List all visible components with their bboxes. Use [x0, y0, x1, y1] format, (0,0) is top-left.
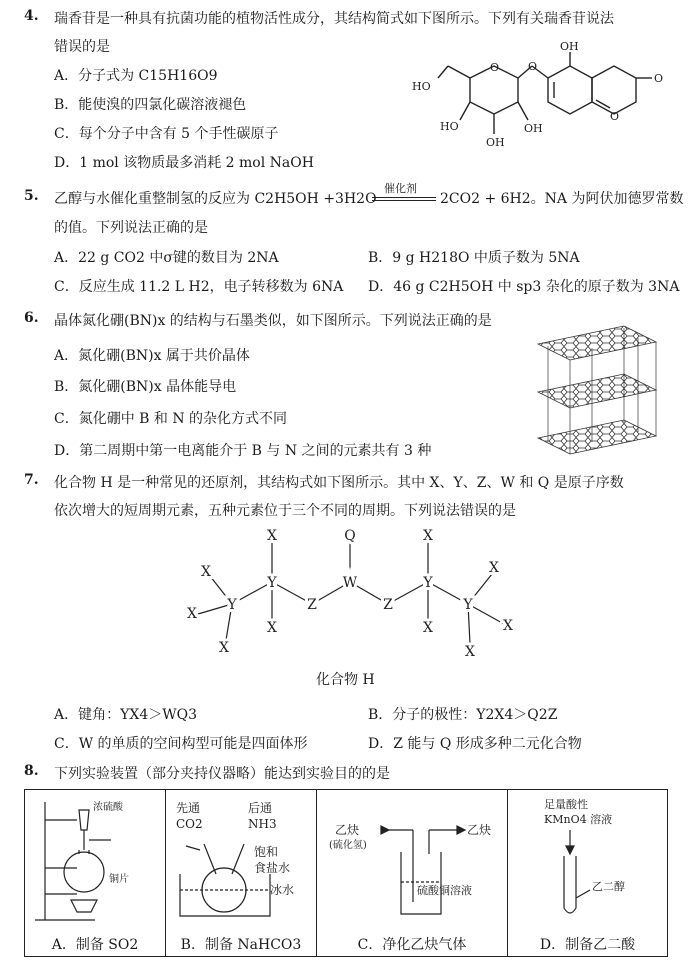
apparatus-d-label-glycol: 乙二醇	[592, 880, 625, 893]
apparatus-b-label-co2: CO2	[176, 817, 203, 831]
daphnin-oh-bottom: OH	[486, 136, 505, 149]
atom-w: W	[342, 575, 358, 591]
atom-y-3: Y	[227, 597, 237, 613]
apparatus-a-acid-label: 浓硫酸	[93, 802, 123, 813]
compound-h-structure	[180, 526, 520, 662]
daphnin-structure	[410, 38, 680, 158]
q4-option-a: A．分子式为 C15H16O9	[54, 68, 218, 84]
q5-arrow-bottom	[372, 200, 436, 201]
apparatus-b-label-first: 先通	[176, 801, 201, 815]
bn-layered-structure	[528, 322, 664, 458]
q4-stem-line2: 错误的是	[54, 39, 110, 55]
q7-stem-line2: 依次增大的短周期元素，五种元素位于三个不同的周期。下列说法错误的是	[54, 503, 516, 519]
q4-option-b: B．能使溴的四氯化碳溶液褪色	[54, 97, 247, 113]
q5-stem-part1: 乙醇与水催化重整制氢的反应为 C2H5OH +3H2O	[54, 191, 377, 207]
q7-number: 7.	[24, 472, 39, 488]
apparatus-b-label-icewater: 冰水	[270, 883, 295, 897]
apparatus-c-caption: C．净化乙炔气体	[357, 937, 467, 953]
compound-h-caption: 化合物 H	[316, 672, 375, 688]
daphnin-ring-o: O	[490, 61, 500, 74]
q7-option-c: C．W 的单质的空间构型可能是四面体形	[54, 736, 308, 752]
daphnin-ho-bottom: HO	[440, 120, 459, 133]
q4-stem-line1: 瑞香苷是一种具有抗菌功能的植物活性成分，其结构简式如下图所示。下列有关瑞香苷说法	[54, 11, 614, 27]
q4-option-c: C．每个分子中含有 5 个手性碳原子	[54, 126, 279, 142]
daphnin-oh-top: OH	[560, 40, 579, 53]
q5-option-c: C．反应生成 11.2 L H2，电子转移数为 6NA	[54, 279, 344, 295]
apparatus-a-caption: A．制备 SO2	[51, 937, 139, 953]
apparatus-a-drawing	[25, 790, 165, 930]
q6-option-a: A．氮化硼(BN)x 属于共价晶体	[54, 348, 250, 364]
daphnin-oh-right: OH	[524, 122, 543, 135]
q6-number: 6.	[24, 310, 39, 326]
q8-number: 8.	[24, 763, 39, 779]
apparatus-b-drawing	[166, 790, 316, 930]
apparatus-b-label-then: 后通	[248, 801, 273, 815]
apparatus-table	[24, 789, 668, 957]
q5-option-b: B．9 g H218O 中质子数为 5NA	[368, 250, 580, 266]
daphnin-bridge-o: O	[528, 60, 538, 73]
q7-stem-line1: 化合物 H 是一种常见的还原剂，其结构式如下图所示。其中 X、Y、Z、W 和 Q 是原子序数	[54, 475, 624, 491]
apparatus-c-label-in: 乙炔	[335, 823, 360, 837]
q5-option-a: A．22 g CO2 中σ键的数目为 2NA	[54, 250, 279, 266]
q7-option-a: A．键角：YX4＞WQ3	[54, 707, 198, 723]
q6-option-d: D．第二周期中第一电离能介于 B 与 N 之间的元素共有 3 种	[54, 443, 432, 459]
q5-catalyst: 催化剂	[384, 182, 417, 195]
q6-option-c: C．氮化硼中 B 和 N 的杂化方式不同	[54, 411, 288, 427]
apparatus-d-caption: D．制备乙二酸	[539, 937, 636, 953]
apparatus-d-label-excess: 足量酸性	[544, 798, 588, 811]
apparatus-d	[508, 790, 668, 957]
apparatus-d-drawing	[508, 790, 658, 930]
q5-number: 5.	[24, 188, 39, 204]
q8-stem: 下列实验装置（部分夹持仪器略）能达到实验目的的是	[54, 766, 390, 782]
daphnin-carbonyl-o: O	[654, 72, 664, 85]
q4-option-d: D．1 mol 该物质最多消耗 2 mol NaOH	[54, 155, 314, 171]
atom-x-2: X	[423, 528, 433, 544]
apparatus-c-label-h2s: (硫化氢)	[329, 840, 367, 851]
q6-stem: 晶体氮化硼(BN)x 的结构与石墨类似，如下图所示。下列说法正确的是	[54, 313, 492, 329]
apparatus-c-drawing	[317, 790, 507, 930]
apparatus-c-label-out: 乙炔	[467, 823, 492, 837]
apparatus-c	[317, 790, 508, 957]
apparatus-a	[25, 790, 166, 957]
atom-x-4: X	[489, 560, 499, 576]
atom-z-1: Z	[307, 597, 317, 613]
atom-x-1: X	[267, 528, 277, 544]
atom-x-5: X	[187, 606, 197, 622]
q5-arrow-top	[372, 197, 436, 198]
q7-option-b: B．分子的极性：Y2X4＞Q2Z	[368, 707, 558, 723]
q7-option-d: D．Z 能与 Q 形成多种二元化合物	[368, 736, 582, 752]
q6-option-b: B．氮化硼(BN)x 晶体能导电	[54, 379, 237, 395]
atom-z-2: Z	[383, 597, 393, 613]
apparatus-b	[166, 790, 317, 957]
atom-y-4: Y	[463, 597, 473, 613]
q5-option-d: D．46 g C2H5OH 中 sp3 杂化的原子数为 3NA	[368, 279, 680, 295]
apparatus-c-label-cuso4: 硫酸铜溶液	[417, 884, 472, 897]
daphnin-ho-left: HO	[412, 80, 431, 93]
atom-x-6: X	[267, 620, 277, 636]
q5-stem-part2: 2CO2 + 6H2。NA 为阿伏加德罗常数	[440, 191, 684, 207]
q4-number: 4.	[24, 8, 39, 24]
q5-stem-line2: 的值。下列说法正确的是	[54, 220, 208, 236]
atom-x-7: X	[423, 620, 433, 636]
atom-x-9: X	[219, 640, 229, 656]
apparatus-b-label-nh3: NH3	[248, 817, 277, 831]
atom-y-1: Y	[267, 575, 277, 591]
atom-x-3: X	[201, 564, 211, 580]
atom-x-8: X	[503, 618, 513, 634]
apparatus-a-copper-label: 铜片	[109, 874, 129, 885]
atom-q: Q	[344, 528, 356, 544]
atom-x-10: X	[465, 644, 475, 660]
apparatus-b-caption: B．制备 NaHCO3	[180, 937, 302, 953]
apparatus-d-label-kmno4: KMnO4 溶液	[544, 813, 613, 826]
apparatus-b-label-saturated: 饱和	[254, 845, 279, 859]
atom-y-2: Y	[423, 575, 433, 591]
daphnin-lactone-o: O	[610, 110, 620, 123]
apparatus-b-label-brine: 食盐水	[254, 861, 291, 875]
